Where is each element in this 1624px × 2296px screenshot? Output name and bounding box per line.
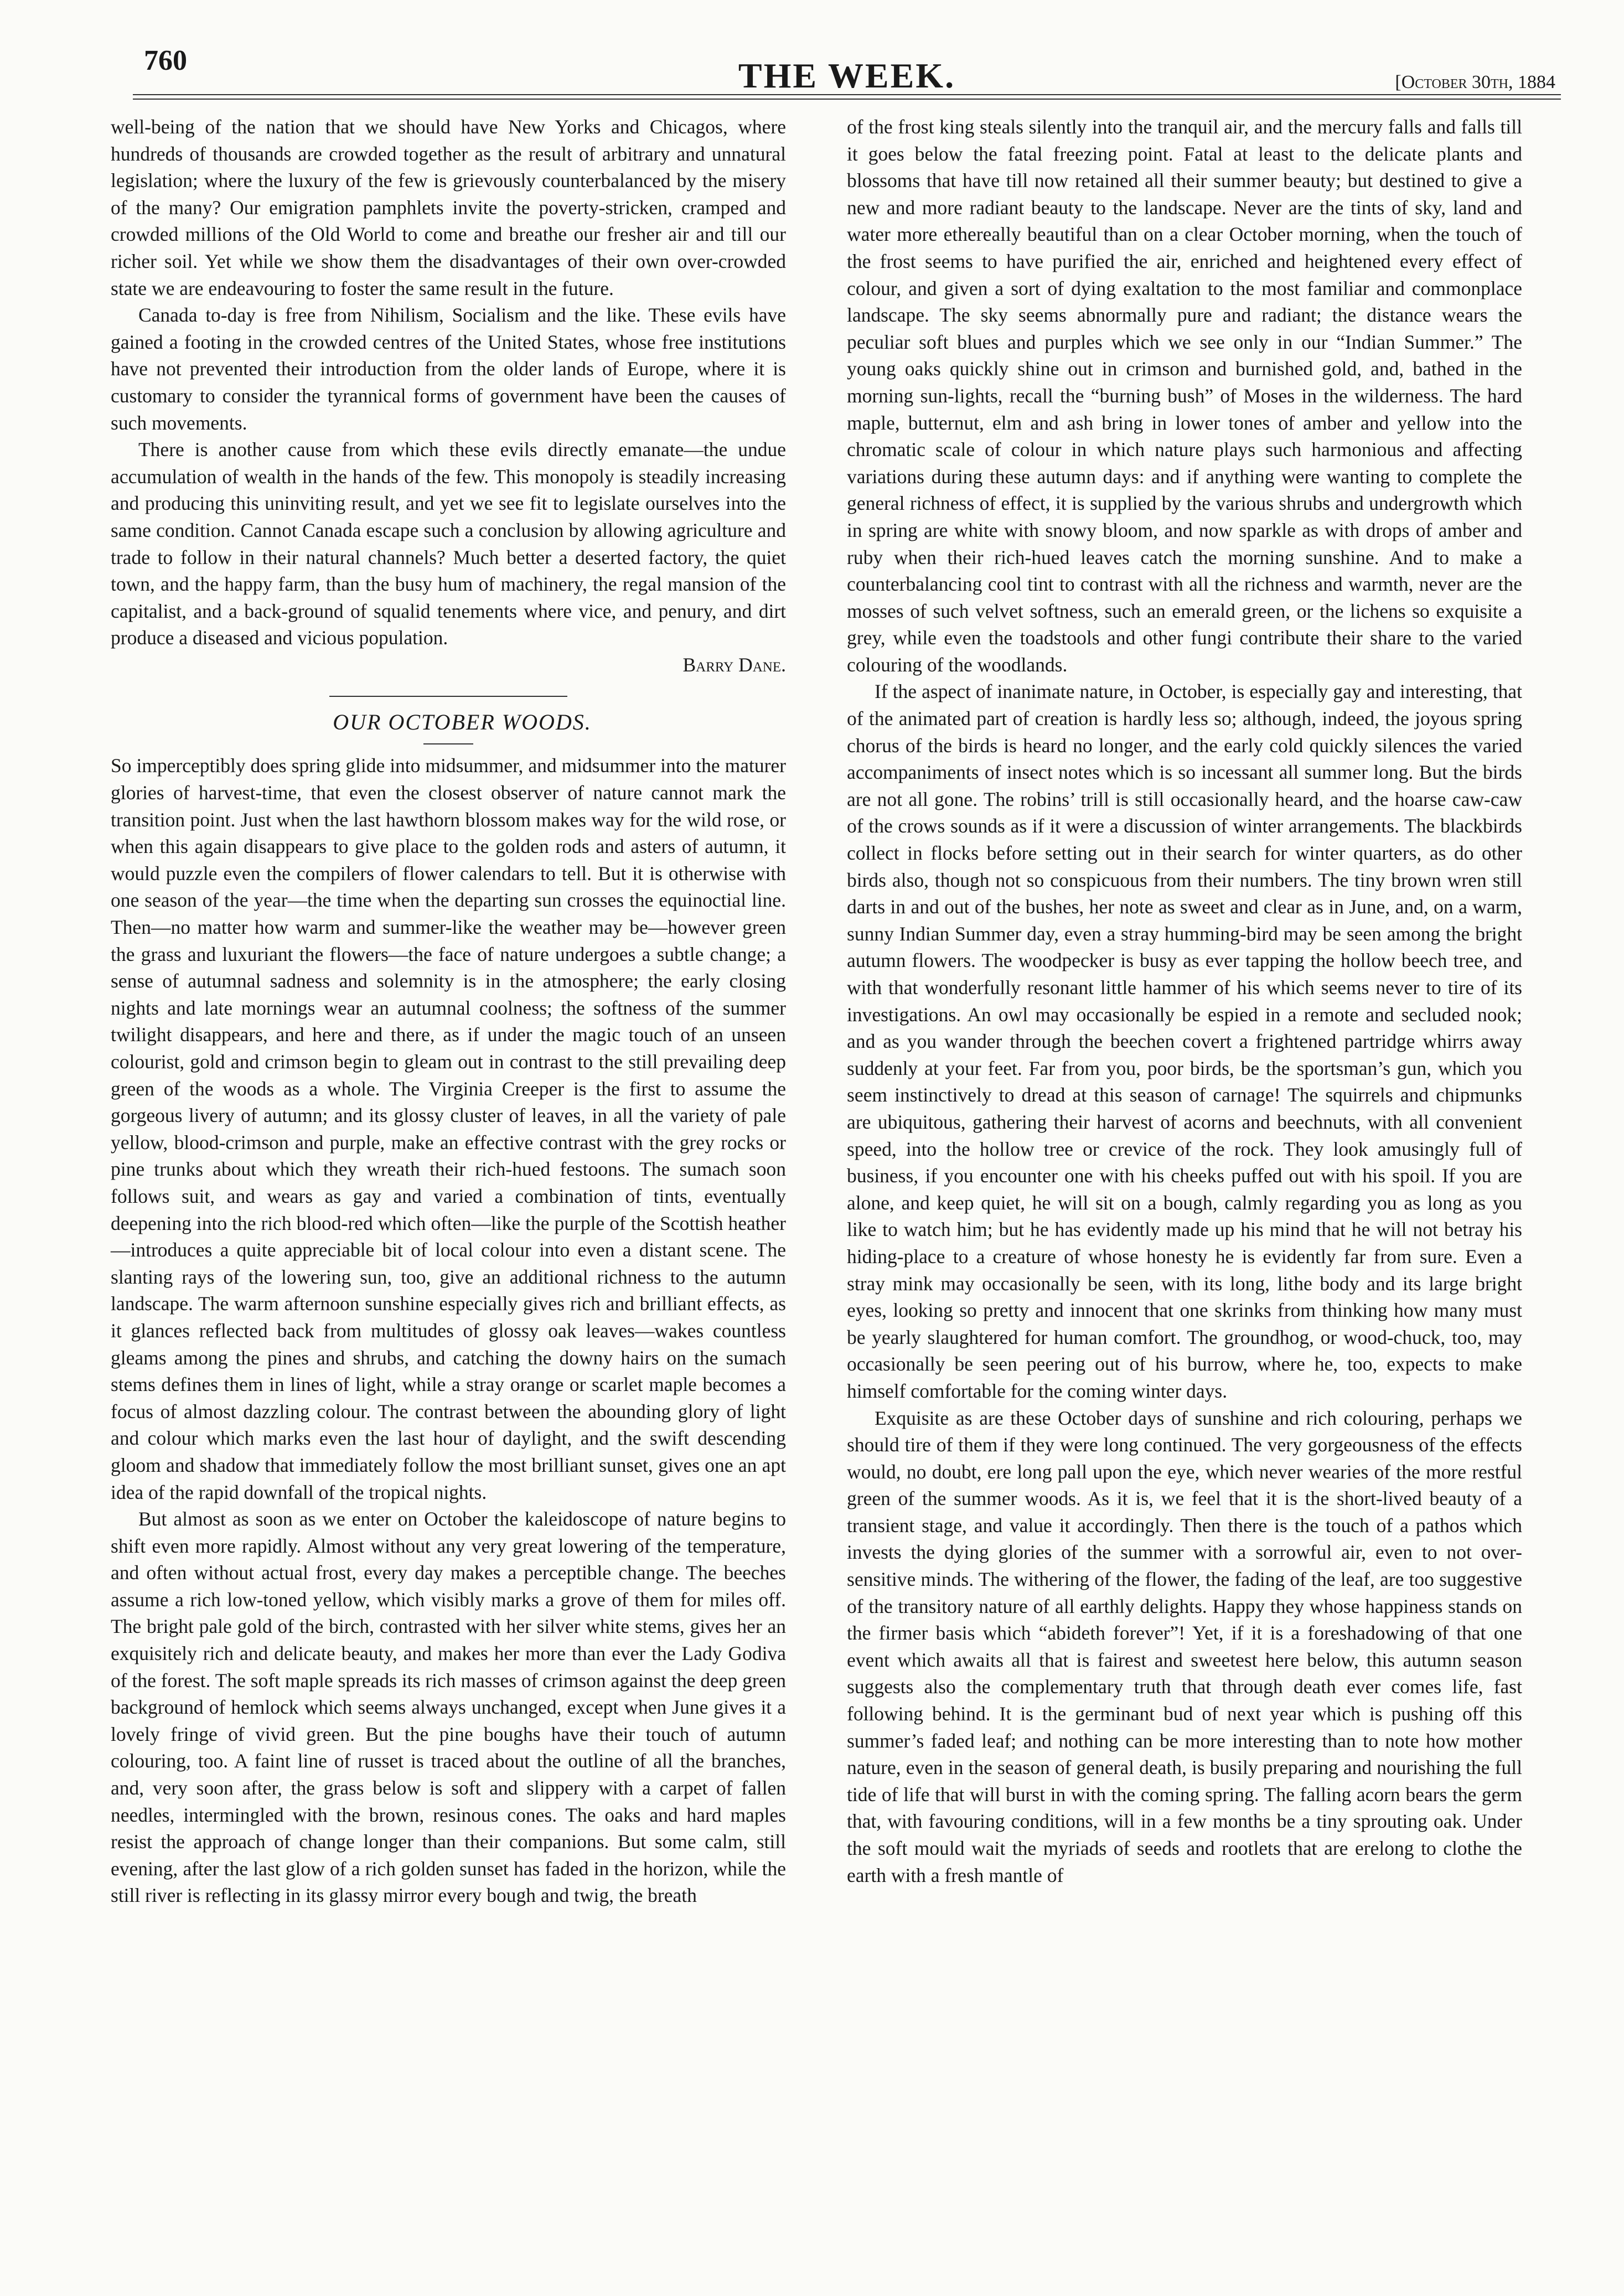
header-rule-double [133, 99, 1561, 100]
paragraph: If the aspect of inanimate nature, in October, is especially gay and interesting, that of the animated part of creation is hardly less so; although, indeed, the joyous spring chorus of the birds is heard no longer, and the early cold quickly silences the varied accompaniments of insect notes which is so incessant all summer long. But the birds are not all gone. The robins’ trill is still occasionally heard, and the hoarse caw-caw of the crows sounds as if it were a discussion of winter arrangements. The blackbirds collect in flocks before setting out in their search for winter quarters, as do other birds also, though not so conspicuous from their numbers. The tiny brown wren still darts in and out of the bushes, her note as sweet and clear as in June, and, on a warm, sunny Indian Summer day, even a stray humming-bird may be seen among the bright autumn flowers. The woodpecker is busy as ever tapping the hollow beech tree, and with that wonderfully resonant little hammer of his which seems never to tire of its investigations. An owl may occasionally be espied in a remote and secluded nook; and as you wander through the beechen covert a frightened partridge whirrs away suddenly at your feet. Far from you, poor birds, be the sportsman’s gun, which you seem instinctively to dread at this season of carnage! The squirrels and chipmunks are ubiquitous, gathering their harvest of acorns and beechnuts, with all convenient speed, into the hollow tree or crevice of the rock. They look amusingly full of business, if you encounter one with his cheeks puffed out with his spoil. If you are alone, and keep quiet, he will sit on a bough, calmly regarding you as long as you like to watch him; but he has evidently made up his mind that he will not betray his hiding-place to a creature of whose honesty he is evidently far from sure. Even a stray mink may occasionally be seen, with its long, lithe body and its large bright eyes, looking so pretty and innocent that one skrinks from thinking how many must be yearly slaughtered for human comfort. The groundhog, or wood-chuck, too, may occasionally be seen peering out of his burrow, where he, too, expects to make himself comfortable for the coming winter days. [847, 680, 1522, 1402]
page-number: 760 [144, 45, 187, 76]
left-column [111, 113, 786, 1909]
paragraph: So imperceptibly does spring glide into midsummer, and midsummer into the maturer glories of harvest-time, that even the closest observer of nature cannot mark the transition point. Just when the last hawthorn blossom makes way for the wild rose, or when this again disappears to give place to the golden rods and asters of autumn, it would puzzle even the compilers of flower calendars to tell. But it is otherwise with one season of the year—the time when the departing sun crosses the equinoctial line. Then—no matter how warm and summer-like the weather may be—however green the grass and luxuriant the flowers—the face of nature undergoes a subtle change; a sense of autumnal sadness and solemnity is in the atmosphere; the early closing nights and late mornings wear an autumnal coolness; the softness of the summer twilight disappears, and here and there, as if under the magic touch of an unseen colourist, gold and crimson begin to gleam out in contrast to the still prevailing deep green of the woods as a whole. The Virginia Creeper is the first to assume the gorgeous livery of autumn; and its glossy cluster of leaves, in all the variety of pale yellow, blood-crimson and purple, make an effective contrast with the grey rocks or pine trunks about which they wreath their rich-hued festoons. The sumach soon follows suit, and wears as gay and varied a combination of tints, eventually deepening into the rich blood-red which often—like the purple of the Scottish heather—introduces a quite appreciable bit of local colour into even a distant scene. The slanting rays of the lowering sun, too, give an additional richness to the autumn landscape. The warm afternoon sunshine especially gives rich and brilliant effects, as it glances reflected back from multitudes of glossy oak leaves—wakes countless gleams among the pines and shrubs, and catching the downy hairs on the sumach stems defines them in lines of light, while a stray orange or scarlet maple becomes a focus of almost dazzling colour. The contrast between the abounding glory of light and colour which marks even the last hour of daylight, and the swift descending gloom and shadow that immediately follow the most brilliant sunset, gives one an apt idea of the rapid downfall of the tropical nights. [111, 754, 786, 1503]
paragraph: Canada to-day is free from Nihilism, Socialism and the like. These evils have gained a footing in the crowded centres of the United States, whose free institutions have not prevented their introduction from the older lands of Europe, where it is customary to consider the tyrannical forms of government have been the causes of such movements. [111, 304, 786, 434]
paragraph: well-being of the nation that we should have New Yorks and Chicagos, where hundreds of thousands are crowded together as the result of arbitrary and unnatural legislation; where the luxury of the few is grievously counterbalanced by the misery of the many? Our emigration pamphlets invite the poverty-stricken, cramped and crowded millions of the Old World to come and breathe our fresher air and till our richer soil. Yet while we show them the disadvantages of their own over-crowded state we are endeavouring to foster the same result in the future. [111, 116, 786, 299]
header-rule [133, 94, 1561, 95]
author-signature: Barry Dane. [682, 653, 786, 676]
issue-date: [October 30th, 1884 [1395, 72, 1555, 92]
paragraph: Exquisite as are these October days of sunshine and rich colouring, perhaps we should tire of them if they were long continued. The very gorgeousness of the effects would, no doubt, ere long pall upon the eye, which never wearies of the more restful green of the summer woods. As it is, we feel that it is the short-lived beauty of a transient stage, and value it accordingly. Then there is the touch of a pathos which invests the dying glories of the summer with a sorrowful air, even to not over-sensitive minds. The withering of the flower, the fading of the leaf, are too suggestive of the transitory nature of all earthly delights. Happy they whose happiness stands on the firmer basis which “abideth forever”! Yet, if it is a foreshadowing of that one event which awaits all that is fairest and sweetest here below, this autumn season suggests also the complementary truth that through death ever comes life, fast following behind. It is the germinant bud of next year which is pushing off this summer’s faded leaf; and nothing can be more interesting than to note how mother nature, even in the season of general death, is busily preparing and nourishing the full tide of life that will burst in with the coming spring. The falling acorn bears the germ that, with favouring conditions, will in a few months be a tiny sprouting oak. Under the soft mould wait the myriads of seeds and rootlets that are erelong to clothe the earth with a fresh mantle of [847, 1406, 1522, 1886]
publication-title: THE WEEK. [738, 56, 956, 95]
section-divider [329, 696, 567, 697]
paragraph: But almost as soon as we enter on October the kaleidoscope of nature begins to shift even more rapidly. Almost without any very great lowering of the temperature, and often without actual frost, every day makes a perceptible change. The beeches assume a rich low-toned yellow, which visibly marks a grove of them for miles off. The bright pale gold of the birch, contrasted with her silver white stems, gives her an exquisitely rich and delicate beauty, and makes her more than ever the Lady Godiva of the forest. The soft maple spreads its rich masses of crimson against the deep green background of hemlock which seems always unchanged, except when June gives it a lovely fringe of vivid green. But the pine boughs have their touch of autumn colouring, too. A faint line of russet is traced about the outline of all the branches, and, very soon after, the grass below is soft and slippery with a carpet of fallen needles, intermingled with the brown, resinous cones. The oaks and hard maples resist the approach of change longer than their companions. But some calm, still evening, after the last glow of a rich golden sunset has faded in the horizon, while the still river is reflecting in its glassy mirror every bough and twig, the breath [111, 1508, 786, 1907]
page-header [133, 39, 1561, 111]
article-title: OUR OCTOBER WOODS. [333, 710, 592, 735]
paragraph: of the frost king steals silently into the tranquil air, and the mercury falls and falls till it goes below the fatal freezing point. Fatal at least to the delicate plants and blossoms that have till now retained all their summer beauty; but destined to give a new and more radiant beauty to the landscape. Never are the tints of sky, land and water more ethereally beautiful than on a clear October morning, when the touch of the frost seems to have purified the air, enriched and heightened every effect of colour, and given a sort of dying exaltation to the most familiar and commonplace landscape. The sky seems abnormally pure and radiant; the distance wears the peculiar soft blues and purples which we see only in our “Indian Summer.” The young oaks quickly shine out in crimson and burnished gold, and, bathed in the morning sun-lights, recall the “burning bush” of Moses in the wilderness. The hard maple, butternut, elm and ash bring in lower tones of amber and yellow into the chromatic scale of colour in which nature plays such harmonious and affecting variations during these autumn days: and if anything were wanting to complete the general richness of effect, it is supplied by the various shrubs and undergrowth which in spring are white with snowy bloom, and now sparkle as with drops of amber and ruby when their rich-hued leaves catch the morning sunshine. And to make a counterbalancing cool tint to contrast with all the richness and warmth, never are the mosses of such velvet softness, such an emerald green, or the lichens so exquisite a grey, while even the toadstools and other fungi contribute their share to the varied colouring of the woodlands. [847, 116, 1522, 676]
title-divider [423, 743, 473, 744]
paragraph: There is another cause from which these evils directly emanate—the undue accumulation of wealth in the hands of the few. This monopoly is steadily increasing and producing this uninviting result, and yet we see fit to legislate ourselves into the same condition. Cannot Canada escape such a conclusion by allowing agriculture and trade to follow in their natural channels? Much better a deserted factory, the quiet town, and the happy farm, than the busy hum of machinery, the regal mansion of the capitalist, and a back-ground of squalid tenements where vice, and penury, and dirt produce a diseased and vicious population. [111, 438, 786, 649]
right-column [847, 113, 1522, 1889]
